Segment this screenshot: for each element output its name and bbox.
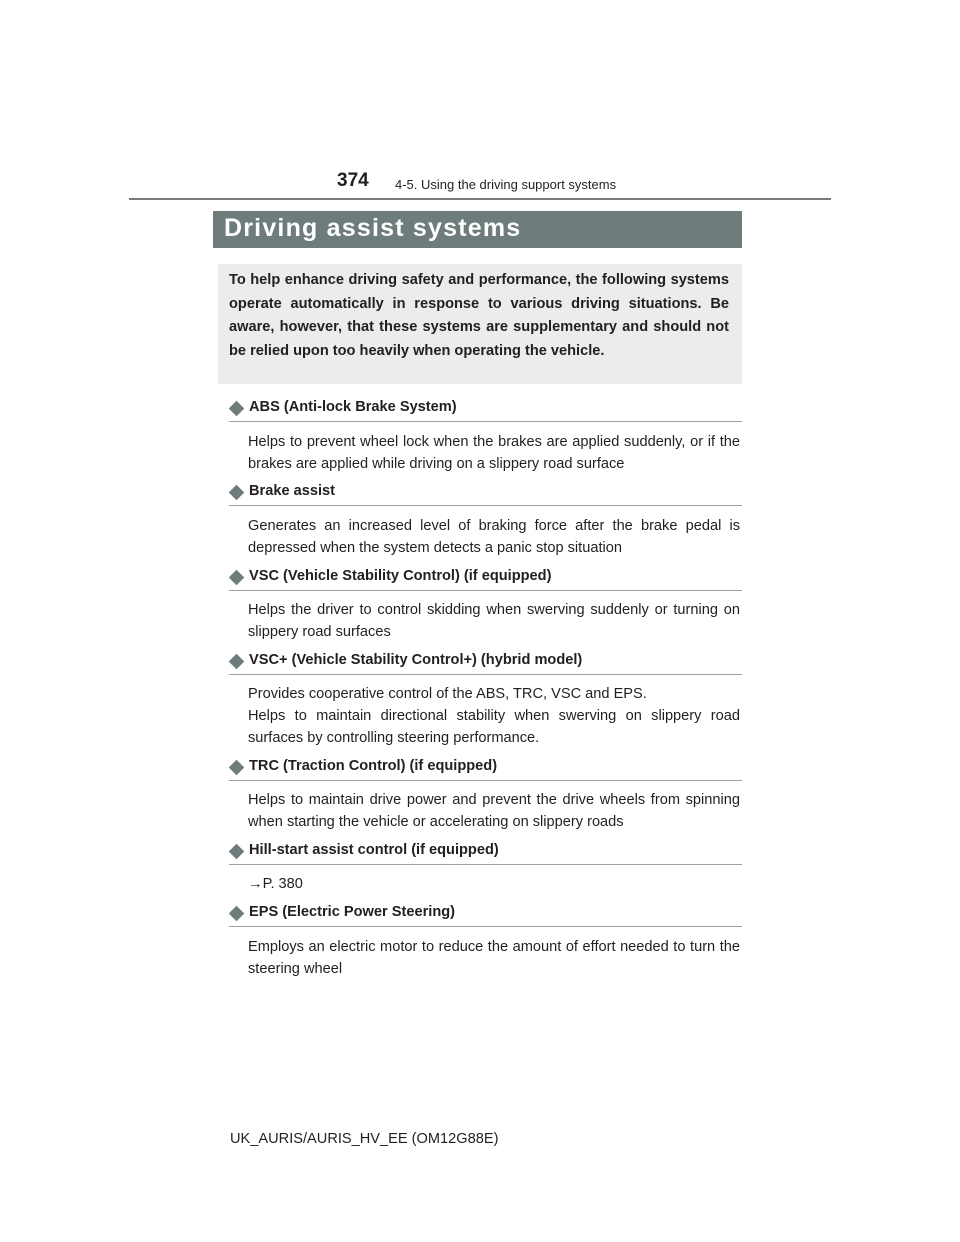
item-description-trc — [248, 789, 740, 833]
item-heading-text: Hill-start assist control (if equipped) — [249, 842, 499, 858]
item-description-vsc — [248, 599, 740, 643]
item-heading-text: VSC+ (Vehicle Stability Control+) (hybrid model) — [249, 652, 583, 668]
item-heading-hill-start — [229, 842, 742, 865]
description-line: Helps to maintain drive power and prevent the drive wheels from spinning when starting the vehicle or accelerating on slippery roads — [248, 792, 740, 830]
diamond-bullet-icon — [229, 906, 245, 922]
item-heading-text: Brake assist — [249, 483, 336, 499]
description-line: Employs an electric motor to reduce the amount of effort needed to turn the steering wheel — [248, 939, 740, 977]
item-description-hill-start — [248, 873, 740, 895]
item-heading-text: TRC (Traction Control) (if equipped) — [249, 758, 498, 774]
header-divider — [129, 198, 831, 200]
item-heading-abs — [229, 399, 742, 422]
intro-box — [218, 264, 742, 384]
diamond-bullet-icon — [229, 570, 245, 586]
item-heading-text: EPS (Electric Power Steering) — [249, 904, 456, 920]
item-heading-vsc-plus — [229, 652, 742, 675]
page-reference-link[interactable]: →P. 380 — [248, 876, 303, 892]
diamond-bullet-icon — [229, 844, 245, 860]
description-line: Helps to prevent wheel lock when the brakes are applied suddenly, or if the brakes are applied while driving on a slippery road surface — [248, 434, 740, 472]
title-bar — [213, 211, 742, 248]
diamond-bullet-icon — [229, 760, 245, 776]
description-line: Helps to maintain directional stability when swerving on slippery road surfaces by controlling steering performance. — [248, 708, 740, 746]
item-heading-text: VSC (Vehicle Stability Control) (if equipped) — [249, 568, 552, 584]
description-line: Generates an increased level of braking force after the brake pedal is depressed when the system detects a panic stop situation — [248, 518, 740, 556]
diamond-bullet-icon — [229, 485, 245, 501]
item-description-abs — [248, 431, 740, 475]
item-heading-trc — [229, 758, 742, 781]
item-description-eps — [248, 936, 740, 980]
footer-document-code: UK_AURIS/AURIS_HV_EE (OM12G88E) — [230, 1131, 499, 1147]
item-heading-text: ABS (Anti-lock Brake System) — [249, 399, 457, 415]
item-description-brake-assist — [248, 515, 740, 559]
item-heading-vsc — [229, 568, 742, 591]
page-title: Driving assist systems — [224, 214, 522, 242]
intro-text: To help enhance driving safety and performance, the following systems operate automatically in response to various driving situations. Be aware, however, that these systems are supplementary and should not be relied upon too heavily when operating the vehicle. — [229, 272, 729, 359]
section-reference: 4-5. Using the driving support systems — [395, 177, 617, 192]
item-heading-brake-assist — [229, 483, 742, 506]
description-line: Provides cooperative control of the ABS, TRC, VSC and EPS. — [248, 686, 647, 702]
page-number: 374 — [337, 170, 369, 191]
item-description-vsc-plus — [248, 683, 740, 749]
diamond-bullet-icon — [229, 401, 245, 417]
item-heading-eps — [229, 904, 742, 927]
diamond-bullet-icon — [229, 654, 245, 670]
description-line: Helps the driver to control skidding when swerving suddenly or turning on slippery road surfaces — [248, 602, 740, 640]
